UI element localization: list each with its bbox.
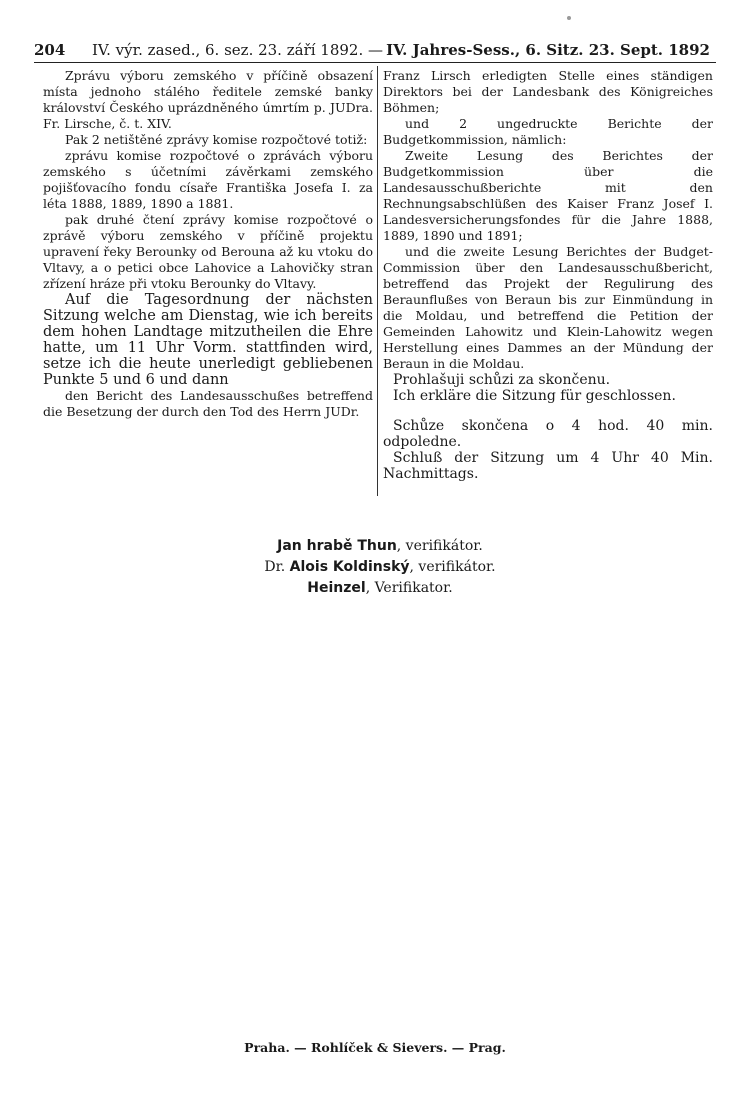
signature-name: Heinzel bbox=[307, 580, 366, 596]
signature-line bbox=[150, 578, 610, 599]
signature-role: , verifikátor. bbox=[409, 559, 496, 575]
paragraph: und 2 ungedruckte Berichte der Budgetkommission, nämlich: bbox=[383, 116, 713, 147]
paragraph: Zprávu výboru zemského v příčině obsazení místa jednoho stálého ředitele zemské banky království Českého uprázdněného úmrtím p. JUDra. Fr. Lirsche, č. t. XIV. bbox=[43, 68, 373, 131]
page-number: 204 bbox=[34, 41, 66, 59]
printer-imprint: Praha. — Rohlíček & Sievers. — Prag. bbox=[244, 1040, 506, 1055]
signature-role: , verifikátor. bbox=[396, 538, 483, 554]
signature-line bbox=[150, 536, 610, 557]
left-column bbox=[43, 68, 373, 420]
signature-block bbox=[150, 536, 610, 599]
paragraph: Zweite Lesung des Berichtes der Budgetkommission über die Landesausschußberichte mit den Rechnungsabschlüßen des Kaiser Franz Josef I. Landesversicherungsfondes für die Jahre 1888, 1889, 1890 und 1891; bbox=[383, 148, 713, 243]
paragraph: zprávu komise rozpočtové o zprávách výboru zemského s účetními závěrkami zemského pojišťovacího fondu císaře Františka Josefa I. za léta 1888, 1889, 1890 a 1881. bbox=[43, 148, 373, 211]
signature-prefix: Dr. bbox=[264, 559, 290, 575]
signature-role: , Verifikator. bbox=[365, 580, 453, 596]
header-german: IV. Jahres-Sess., 6. Sitz. 23. Sept. 1892 bbox=[386, 41, 710, 59]
paragraph: pak druhé čtení zprávy komise rozpočtové o zprávě výboru zemského v příčině projektu upravení řeky Berounky od Berouna až ku vtoku do Vltavy, a o petici obce Lahovice a Lahovičky stran zřízení hráze při vtoku Berounky do Vltavy. bbox=[43, 212, 373, 291]
paragraph: und die zweite Lesung Berichtes der Budget-Commission über den Landesausschußbericht, betreffend das Projekt der Regulirung des Beraunflußes von Beraun bis zur Einmündung in die Moldau, und betreffend die Petition der Gemeinden Lahowitz und Klein-Lahowitz wegen Herstellung eines Dammes an der Mündung der Beraun in die Moldau. bbox=[383, 244, 713, 371]
signature-name: Jan hrabě Thun bbox=[277, 538, 397, 554]
signature-name: Alois Koldinský bbox=[289, 559, 410, 575]
running-header bbox=[34, 38, 716, 63]
paragraph: Pak 2 netištěné zprávy komise rozpočtové totiž: bbox=[65, 132, 368, 147]
paragraph: Ich erkläre die Sitzung für geschlossen. bbox=[393, 388, 676, 404]
paragraph: Auf die Tagesordnung der nächsten Sitzung welche am Dienstag, wie ich bereits dem hohen Landtage mitzutheilen die Ehre hatte, um 11 Uhr Vorm. stattfinden wird, setze ich die heute unerledigt gebliebenen Punkte 5 und 6 und dann bbox=[43, 292, 373, 388]
signature-line bbox=[150, 557, 610, 578]
paragraph: den Bericht des Landesausschußes betreffend die Besetzung der durch den Tod des Herrn JUDr. bbox=[43, 388, 373, 419]
paragraph: Schůze skončena o 4 hod. 40 min. odpoledne. bbox=[383, 418, 713, 450]
column-divider bbox=[377, 66, 378, 496]
paragraph: Prohlašuji schůzi za skončenu. bbox=[393, 372, 611, 388]
paragraph: Schluß der Sitzung um 4 Uhr 40 Min. Nachmittags. bbox=[383, 450, 713, 482]
paragraph: Franz Lirsch erledigten Stelle eines ständigen Direktors bei der Landesbank des Königreiches Böhmen; bbox=[383, 68, 713, 115]
header-czech: IV. výr. zased., 6. sez. 23. září 1892. — bbox=[92, 41, 384, 59]
ink-speck bbox=[567, 16, 571, 20]
right-column bbox=[383, 68, 713, 482]
